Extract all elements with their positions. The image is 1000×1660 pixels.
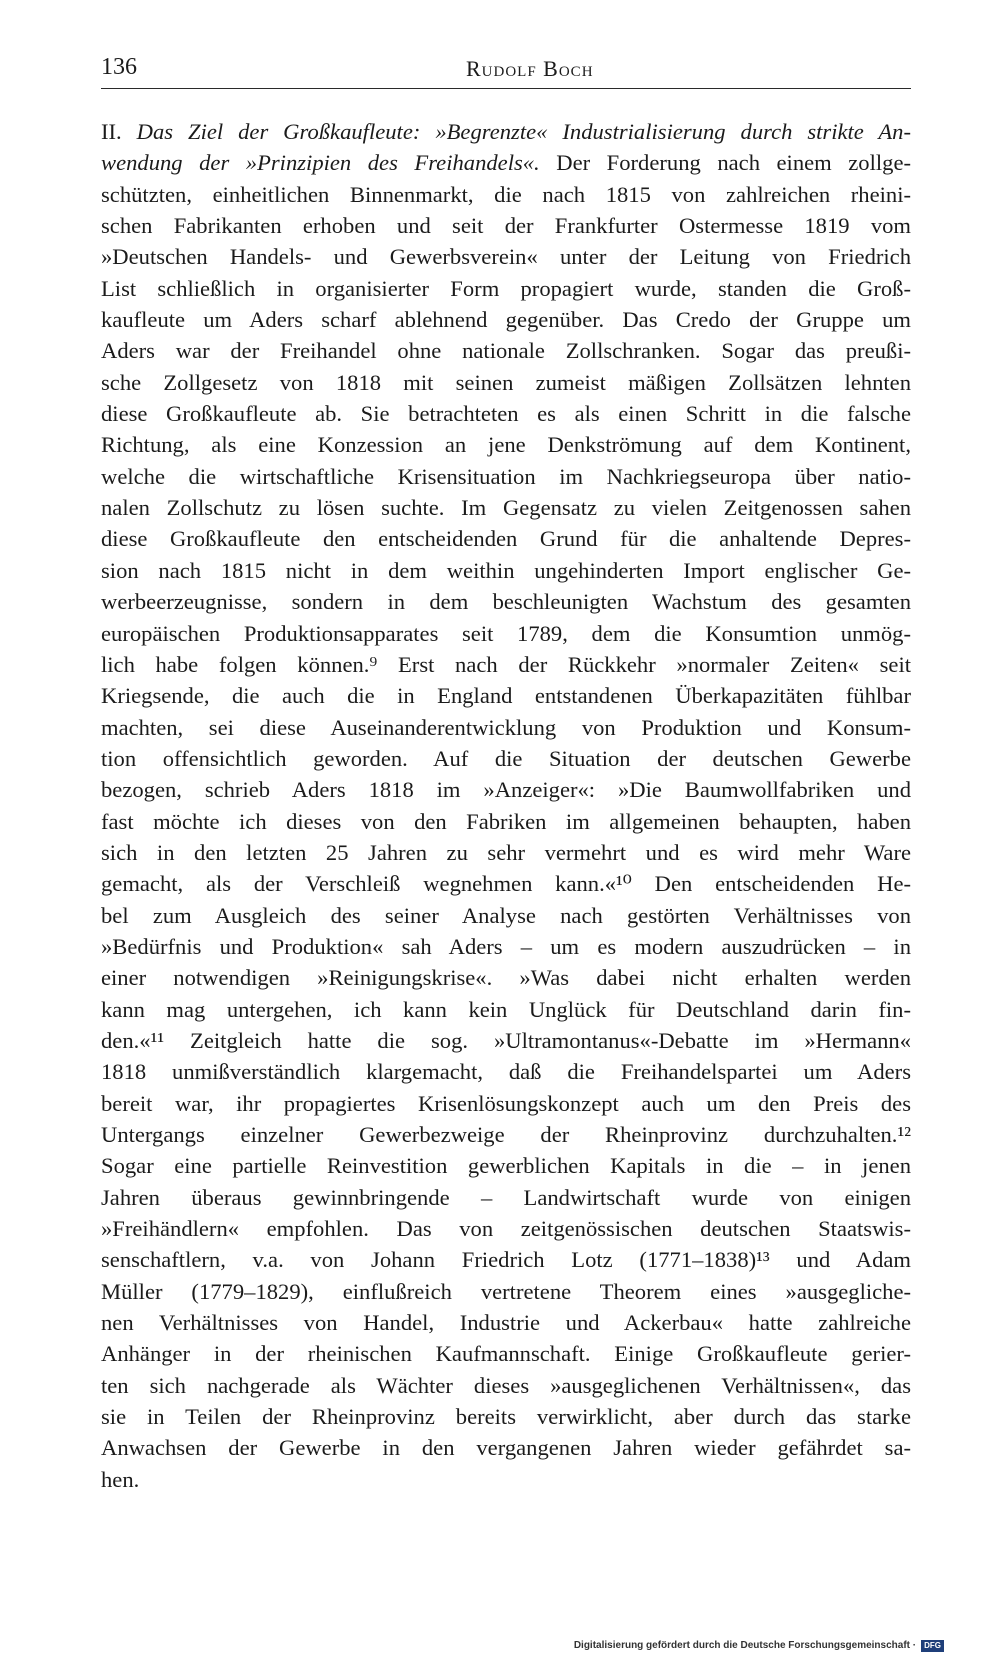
section-title: Das Ziel der Großkaufleute: »Begrenzte« Industrialisierung durch strikte An- — [136, 119, 911, 144]
text-line: diese Großkaufleute ab. Sie betrachteten es als einen Schritt in die falsche — [101, 401, 911, 427]
text-line: ten sich nachgerade als Wächter dieses »ausgeglichenen Verhältnissen«, das — [101, 1372, 911, 1398]
text-line: werbeerzeugnisse, sondern in dem beschleunigten Wachstum des gesamten — [101, 589, 911, 615]
text-line — [101, 116, 911, 147]
text-line: bel zum Ausgleich des seiner Analyse nach gestörten Verhältnisses von — [101, 902, 911, 928]
text-line: einer notwendigen »Reinigungskrise«. »Was dabei nicht erhalten werden — [101, 965, 911, 991]
text-line: gemacht, als der Verschleiß wegnehmen kann.«¹⁰ Den entscheidenden He- — [101, 871, 911, 897]
text-line: Anwachsen der Gewerbe in den vergangenen Jahren wieder gefährdet sa- — [101, 1435, 911, 1461]
text-line: hen. — [101, 1466, 140, 1492]
text-line: diese Großkaufleute den entscheidenden Grund für die anhaltende Depres- — [101, 526, 911, 552]
text-line: tion offensichtlich geworden. Auf die Situation der deutschen Gewerbe — [101, 745, 911, 771]
text-line: List schließlich in organisierter Form propagiert wurde, standen die Groß- — [101, 275, 911, 301]
text-line: schützten, einheitlichen Binnenmarkt, die nach 1815 von zahlreichen rheini- — [101, 181, 911, 207]
section-number: II. — [101, 119, 122, 144]
text-line: schen Fabrikanten erhoben und seit der Frankfurter Ostermesse 1819 vom — [101, 213, 911, 239]
footer-credit — [574, 1639, 944, 1653]
text-line: Jahren überaus gewinnbringende – Landwirtschaft wurde von einigen — [101, 1184, 911, 1210]
text-line: Kriegsende, die auch die in England entstandenen Überkapazitäten fühlbar — [101, 683, 911, 709]
footer-credit-text: Digitalisierung gefördert durch die Deutsche Forschungsgemeinschaft · — [573, 1640, 917, 1651]
text-line: lich habe folgen können.⁹ Erst nach der Rückkehr »normaler Zeiten« seit — [101, 651, 911, 677]
text-line: machten, sei diese Auseinanderentwicklung von Produktion und Konsum- — [101, 714, 911, 740]
text-line: Untergangs einzelner Gewerbezweige der Rheinprovinz durchzuhalten.¹² — [101, 1122, 911, 1147]
text-line: Richtung, als eine Konzession an jene Denkströmung auf dem Kontinent, — [101, 432, 911, 458]
text-line: Aders war der Freihandel ohne nationale Zollschranken. Sogar das preußi- — [101, 338, 911, 364]
text-line: den.«¹¹ Zeitgleich hatte die sog. »Ultramontanus«-Debatte im »Hermann« — [101, 1027, 911, 1053]
page-number: 136 — [101, 54, 137, 80]
text-line: fast möchte ich dieses von den Fabriken im allgemeinen behaupten, haben — [101, 808, 911, 834]
body-text — [101, 116, 911, 1495]
text-line: bereit war, ihr propagiertes Krisenlösungskonzept auch um den Preis des — [101, 1090, 911, 1116]
text-line: 1818 unmißverständlich klargemacht, daß die Freihandelspartei um Aders — [101, 1059, 911, 1085]
text-line: sion nach 1815 nicht in dem weithin ungehinderten Import englischer Ge- — [101, 557, 911, 583]
text-line: nen Verhältnisses von Handel, Industrie und Ackerbau« hatte zahlreiche — [101, 1310, 911, 1336]
text-line: senschaftlern, v.a. von Johann Friedrich Lotz (1771–1838)¹³ und Adam — [101, 1247, 911, 1273]
text-line: »Bedürfnis und Produktion« sah Aders – um es modern auszudrücken – in — [101, 933, 911, 959]
text-line: bezogen, schrieb Aders 1818 im »Anzeiger«: »Die Baumwollfabriken und — [101, 777, 911, 803]
text-line: wendung der »Prinzipien des Freihandels«. Der Forderung nach einem zollge- — [101, 150, 912, 176]
text-line: sich in den letzten 25 Jahren zu sehr vermehrt und es wird mehr Ware — [101, 839, 911, 865]
section-title-continued: wendung der »Prinzipien des Freihandels«. — [101, 150, 540, 176]
text-line: kann mag untergehen, ich kann kein Unglück für Deutschland darin fin- — [101, 996, 911, 1022]
text-line: Anhänger in der rheinischen Kaufmannschaft. Einige Großkaufleute gerier- — [101, 1341, 911, 1367]
text-line: »Deutschen Handels- und Gewerbsverein« unter der Leitung von Friedrich — [101, 244, 911, 270]
text-line: welche die wirtschaftliche Krisensituation im Nachkriegseuropa über natio- — [101, 463, 911, 489]
dfg-logo: DFG — [921, 1640, 944, 1652]
text-line: europäischen Produktionsapparates seit 1789, dem die Konsumtion unmög- — [101, 620, 911, 646]
text-line: sche Zollgesetz von 1818 mit seinen zumeist mäßigen Zollsätzen lehnten — [101, 369, 911, 395]
text-line: »Freihändlern« empfohlen. Das von zeitgenössischen deutschen Staatswis- — [101, 1216, 911, 1242]
running-head: Rudolf Boch — [466, 56, 594, 81]
text-line: kaufleute um Aders scharf ablehnend gegenüber. Das Credo der Gruppe um — [101, 307, 911, 333]
header-rule — [101, 88, 911, 89]
text-line: Müller (1779–1829), einflußreich vertretene Theorem eines »ausgegliche- — [101, 1278, 911, 1304]
text-line: nalen Zollschutz zu lösen suchte. Im Gegensatz zu vielen Zeitgenossen sahen — [101, 495, 911, 521]
text-line: sie in Teilen der Rheinprovinz bereits verwirklicht, aber durch das starke — [101, 1404, 911, 1430]
text-line: Sogar eine partielle Reinvestition gewerblichen Kapitals in die – in jenen — [101, 1153, 911, 1179]
